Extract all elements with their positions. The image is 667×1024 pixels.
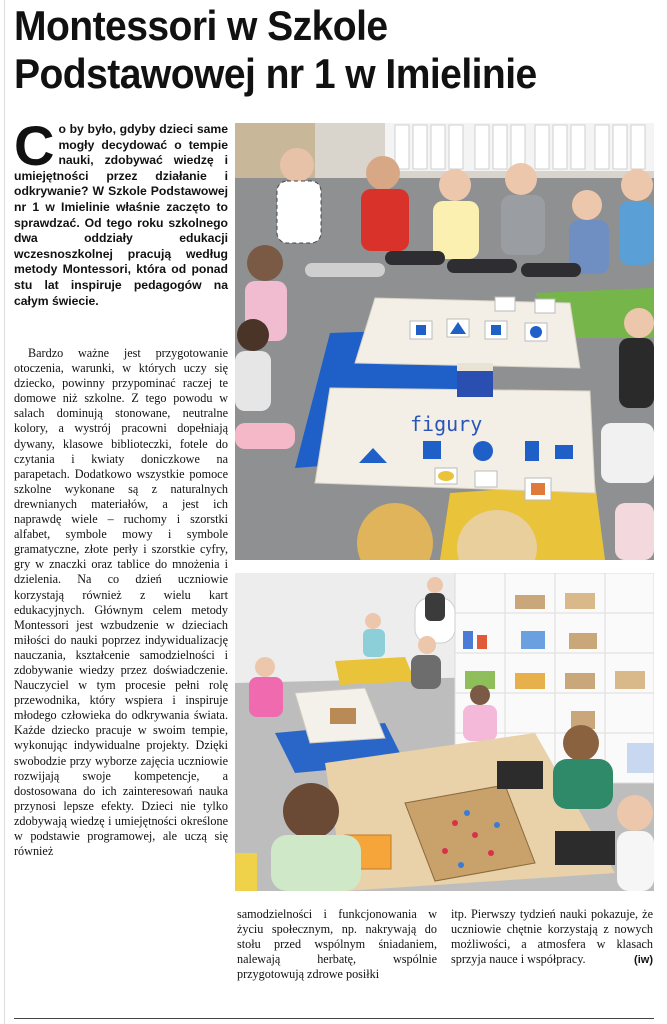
article-headline: Montessori w Szkole Podstawowej nr 1 w Imielinie (14, 2, 537, 97)
article-body-column-1: Bardzo ważne jest przygotowanie otoczenia, warunki, w których uczy się dziecko, powinny przypominać raczej te domowe niż szkolne. Z tego powodu w salach dominują stonowane, neutralne kolory, a wystrój pracowni dopełniają dywany, klasowe biblioteczki, fotele do czytania i kwiaty doniczkowe na parapetach. Dodatkowo wszystkie pomoce szkolne wykonane są z naturalnych drewnianych materiałów, a jest ich naprawdę wiele – ruchomy i szorstki alfabet, symbole mowy i symbole gramatyczne, złote perły i szorstkie cyfry, gry w znaczki oraz tablice do mnożenia i dzielenia. Na co dzień uczniowie korzystają również z wielu kart edukacyjnych. Głównym celem metody Montessori jest wzbudzenie w dzieciach miłości do nauki poprzez indywidualizację nauczania, kształcenie samodzielności i zdobywanie wiedzy przez doświadczenie. Nauczyciel w tym procesie pełni rolę przewodnika, który wspiera i inspiruje młodego człowieka do odkrywania świata. Każde dziecko pracuje w swoim tempie, wykonując indywidualne projekty. Dzięki swobodzie przy wyborze zajęcia uczniowie rozwijają swoje kompetencje, a dostosowana do ich zainteresowań nauka przynosi lepsze efekty. Dzieci nie tylko zdobywają wiedzę i umiejętności określone w podstawie programowej, ale uczą się również (14, 346, 228, 859)
photo-classroom (235, 573, 654, 891)
article-body-column-2: samodzielności i funkcjonowania w życiu społecznym, np. nakrywają do stołu przed wspólnym śniadaniem, nalewają herbatę, wspólnie przygotowują zdrowe posiłki (237, 907, 437, 982)
lead-text: o by było, gdyby dzieci same mogły decydować o tempie nauki, zdobywać wiedzę i umiejętności przez działanie i odkrywanie? W Szkole Podstawowej nr 1 w Imielinie właśnie zaczęto to sprawdzać. Od tego roku szkolnego dwa oddziały edukacji wczesnoszkolnej pracują według metody Montessori, która od ponad stu lat inspiruje pedagogów na całym świecie. (14, 122, 228, 308)
article-body-column-3 (451, 907, 653, 968)
yellow-rug (335, 657, 415, 685)
page-edge-rule (4, 0, 5, 1024)
photo-children-circle-illustration (235, 123, 654, 560)
black-board-right (555, 831, 615, 865)
yellow-chair (235, 853, 257, 891)
black-board-small (497, 761, 543, 789)
binders (395, 125, 645, 169)
author-signature: (iw) (634, 954, 653, 967)
mat-word-figury: figury (410, 412, 483, 436)
figures-box (457, 371, 493, 397)
article-lead (14, 114, 228, 309)
photo-classroom-illustration (235, 573, 654, 891)
column-3-text: itp. Pierwszy tydzień nauki pokazuje, że uczniowie chętnie korzystają z nowych możliwości, a atmosfera w klasach sprzyja nauce i współpracy. (451, 907, 653, 967)
drop-cap: C (14, 114, 55, 177)
photo-children-circle (235, 123, 654, 560)
bottom-rule (14, 1018, 654, 1019)
